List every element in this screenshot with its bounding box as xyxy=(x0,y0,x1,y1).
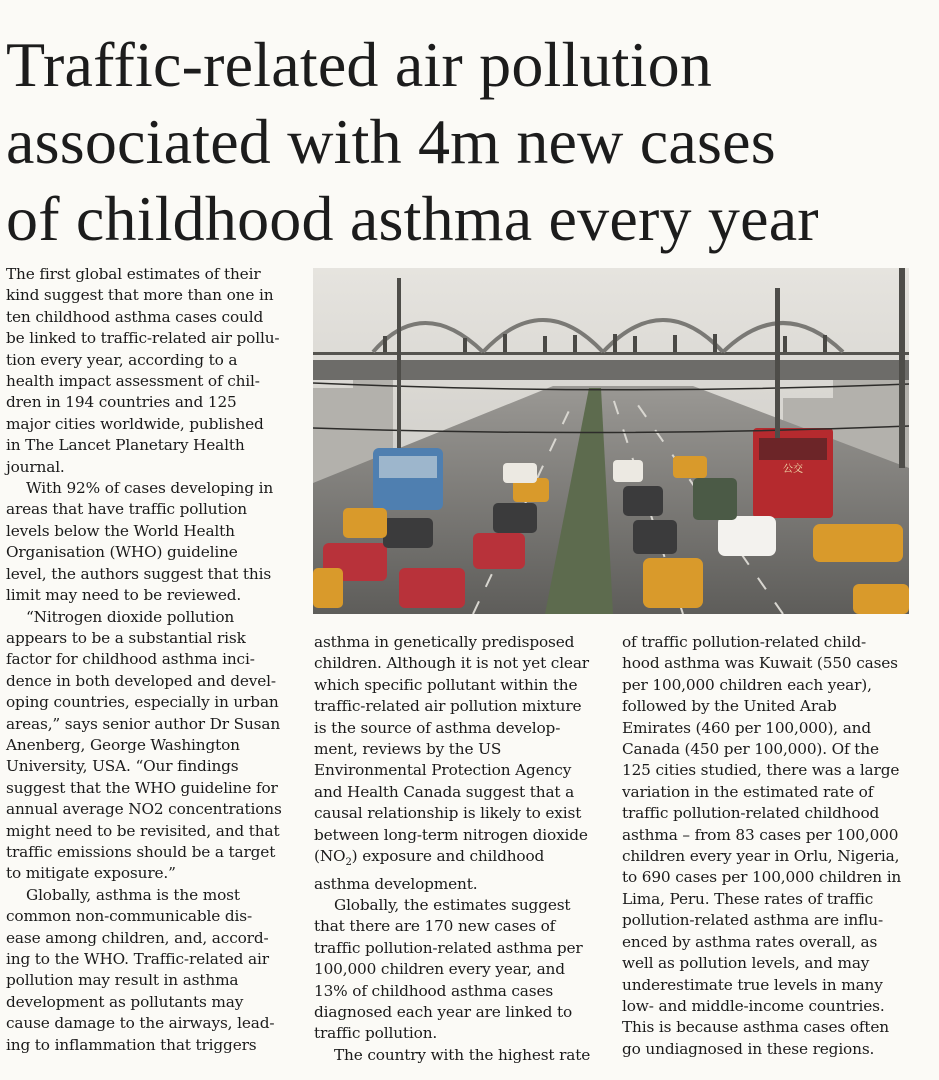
headline-line: of childhood asthma every year xyxy=(6,183,819,254)
subscript: 2 xyxy=(345,857,352,869)
headline-line: Traffic-related air pollution xyxy=(6,29,713,100)
article-line: of traffic pollution-related child- xyxy=(622,633,867,651)
article-line: Globally, asthma is the most xyxy=(26,885,240,904)
article-line: ten childhood asthma cases could xyxy=(6,307,264,326)
article-line: which specific pollutant within the xyxy=(314,675,578,694)
article-line: variation in the estimated rate of xyxy=(622,782,874,801)
article-line: traffic pollution-related asthma per xyxy=(314,938,583,957)
article-line: be linked to traffic-related air pollu- xyxy=(6,329,280,348)
article-line xyxy=(314,846,606,873)
article-line: Emirates (460 per 100,000), and xyxy=(622,718,872,737)
article-line: causal relationship is likely to exist xyxy=(314,804,582,823)
article-line: asthma development. xyxy=(314,874,478,893)
article-line: limit may need to be reviewed. xyxy=(6,586,242,605)
article-line: ment, reviews by the US xyxy=(314,740,502,759)
article-line: is the source of asthma develop- xyxy=(314,718,561,737)
article-line: children every year in Orlu, Nigeria, xyxy=(622,847,900,866)
article-column-2 xyxy=(314,632,606,1066)
article-line: asthma in genetically predisposed xyxy=(314,633,575,651)
article-line: kind suggest that more than one in xyxy=(6,286,274,305)
article-line: areas that have traffic pollution xyxy=(6,500,247,519)
article-line: Canada (450 per 100,000). Of the xyxy=(622,740,879,759)
traffic-jam-photo xyxy=(313,268,909,614)
article-line: With 92% of cases developing in xyxy=(26,479,274,498)
article-line: Organisation (WHO) guideline xyxy=(6,543,238,562)
article-column-3 xyxy=(622,632,914,1060)
article-line: traffic pollution. xyxy=(314,1024,438,1043)
article-line: might need to be revisited, and that xyxy=(6,821,280,840)
article-line: journal. xyxy=(6,457,65,476)
article-line: Lima, Peru. These rates of traffic xyxy=(622,889,874,908)
article-line: cause damage to the airways, lead- xyxy=(6,1014,275,1033)
article-line: traffic-related air pollution mixture xyxy=(314,697,582,716)
article-line: University, USA. “Our findings xyxy=(6,757,239,776)
article-line: 125 cities studied, there was a large xyxy=(622,761,900,780)
article-line: factor for childhood asthma inci- xyxy=(6,650,255,669)
article-line: ing to the WHO. Traffic-related air xyxy=(6,950,269,968)
article-line: hood asthma was Kuwait (550 cases xyxy=(622,654,898,673)
article-line: low- and middle-income countries. xyxy=(622,996,885,1015)
article-line: between long-term nitrogen dioxide xyxy=(314,825,588,844)
article-line: Environmental Protection Agency xyxy=(314,761,572,780)
article-line-part: ) exposure and childhood xyxy=(351,847,545,866)
article-line: and Health Canada suggest that a xyxy=(314,782,575,801)
article-line: pollution may result in asthma xyxy=(6,971,239,990)
article-line: that there are 170 new cases of xyxy=(314,917,556,936)
article-line: The first global estimates of their xyxy=(6,265,261,283)
article-line: go undiagnosed in these regions. xyxy=(622,1039,875,1058)
article-line: ing to inflammation that triggers xyxy=(6,1035,257,1054)
article-line: appears to be a substantial risk xyxy=(6,628,246,647)
article-line: followed by the United Arab xyxy=(622,697,837,716)
article-line-part: (NO xyxy=(314,847,346,866)
photo-illustration xyxy=(313,268,909,614)
article-line: health impact assessment of chil- xyxy=(6,372,260,391)
headline xyxy=(6,26,926,257)
article-line: This is because asthma cases often xyxy=(622,1018,889,1037)
article-line: 13% of childhood asthma cases xyxy=(314,981,554,1000)
article-line: traffic emissions should be a target xyxy=(6,842,276,861)
article-line: tion every year, according to a xyxy=(6,350,238,369)
article-line: The country with the highest rate xyxy=(334,1045,591,1064)
article-line: per 100,000 children each year), xyxy=(622,675,872,694)
article-line: children. Although it is not yet clear xyxy=(314,654,589,673)
article-line: diagnosed each year are linked to xyxy=(314,1002,573,1021)
article-line: level, the authors suggest that this xyxy=(6,564,272,583)
article-line: oping countries, especially in urban xyxy=(6,693,279,712)
article-column-1 xyxy=(6,264,298,1056)
article-line: asthma – from 83 cases per 100,000 xyxy=(622,825,899,844)
article-line: underestimate true levels in many xyxy=(622,975,883,994)
article-line: major cities worldwide, published xyxy=(6,414,264,433)
article-line: levels below the World Health xyxy=(6,521,235,540)
article-line: in The Lancet Planetary Health xyxy=(6,436,245,455)
headline-line: associated with 4m new cases xyxy=(6,106,776,177)
article-line: “Nitrogen dioxide pollution xyxy=(26,607,235,626)
article-line: pollution-related asthma are influ- xyxy=(622,911,884,930)
article-line: annual average NO2 concentrations xyxy=(6,800,282,819)
article-line: areas,” says senior author Dr Susan xyxy=(6,714,281,733)
article-line: Anenberg, George Washington xyxy=(6,735,240,754)
bus-sign: 公交 xyxy=(783,464,803,475)
article-line: traffic pollution-related childhood xyxy=(622,804,880,823)
article-line: enced by asthma rates overall, as xyxy=(622,932,878,951)
article-line: 100,000 children every year, and xyxy=(314,960,565,979)
article-line: development as pollutants may xyxy=(6,992,244,1011)
article-line: well as pollution levels, and may xyxy=(622,954,870,973)
article-line: dren in 194 countries and 125 xyxy=(6,393,237,412)
article-line: Globally, the estimates suggest xyxy=(334,895,571,914)
article-line: to mitigate exposure.” xyxy=(6,864,176,883)
article-line: dence in both developed and devel- xyxy=(6,671,276,690)
article-line: to 690 cases per 100,000 children in xyxy=(622,868,902,887)
article-line: ease among children, and, accord- xyxy=(6,928,269,947)
article-line: suggest that the WHO guideline for xyxy=(6,778,278,797)
article-line: common non-communicable dis- xyxy=(6,907,252,926)
